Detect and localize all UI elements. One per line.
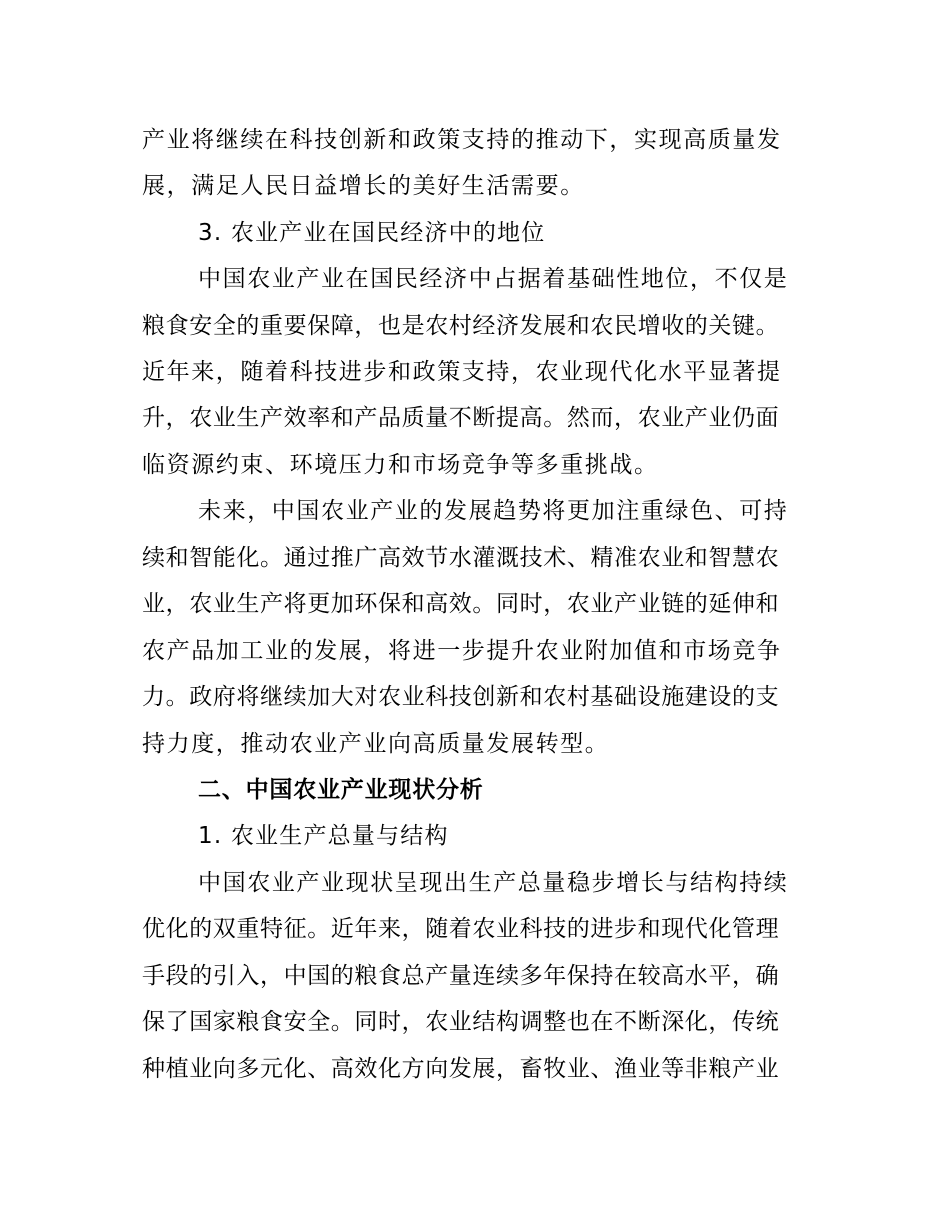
section-heading: 3. 农业产业在国民经济中的地位 [198, 220, 546, 246]
paragraph-line: 续和智能化。通过推广高效节水灌溉技术、精准农业和智慧农 [142, 545, 780, 571]
paragraph-line: 种植业向多元化、高效化方向发展，畜牧业、渔业等非粮产业 [142, 1056, 780, 1082]
paragraph-line: 保了国家粮食安全。同时，农业结构调整也在不断深化，传统 [142, 1009, 780, 1035]
paragraph-line: 力。政府将继续加大对农业科技创新和农村基础设施建设的支 [142, 684, 780, 710]
chapter-heading: 二、中国农业产业现状分析 [198, 777, 484, 803]
paragraph-line: 持力度，推动农业产业向高质量发展转型。 [142, 731, 610, 757]
paragraph-line: 展，满足人民日益增长的美好生活需要。 [142, 173, 585, 199]
paragraph-line: 未来，中国农业产业的发展趋势将更加注重绿色、可持 [198, 498, 789, 524]
paragraph-line: 手段的引入，中国的粮食总产量连续多年保持在较高水平，确 [142, 963, 780, 989]
paragraph-line: 农产品加工业的发展，将进一步提升农业附加值和市场竞争 [142, 638, 782, 664]
paragraph-line: 中国农业产业在国民经济中占据着基础性地位，不仅是 [198, 266, 789, 292]
paragraph-line: 近年来，随着科技进步和政策支持，农业现代化水平显著提 [142, 359, 782, 385]
paragraph-line: 产业将继续在科技创新和政策支持的推动下，实现高质量发 [142, 127, 782, 153]
paragraph-line: 升，农业生产效率和产品质量不断提高。然而，农业产业仍面 [142, 405, 780, 431]
paragraph-line: 临资源约束、环境压力和市场竞争等多重挑战。 [142, 452, 659, 478]
paragraph-line: 中国农业产业现状呈现出生产总量稳步增长与结构持续 [198, 870, 789, 896]
paragraph-line: 业，农业生产将更加环保和高效。同时，农业产业链的延伸和 [142, 591, 780, 617]
paragraph-line: 粮食安全的重要保障，也是农村经济发展和农民增收的关键。 [142, 313, 780, 339]
section-heading: 1. 农业生产总量与结构 [198, 823, 449, 849]
paragraph-line: 优化的双重特征。近年来，随着农业科技的进步和现代化管理 [142, 916, 780, 942]
